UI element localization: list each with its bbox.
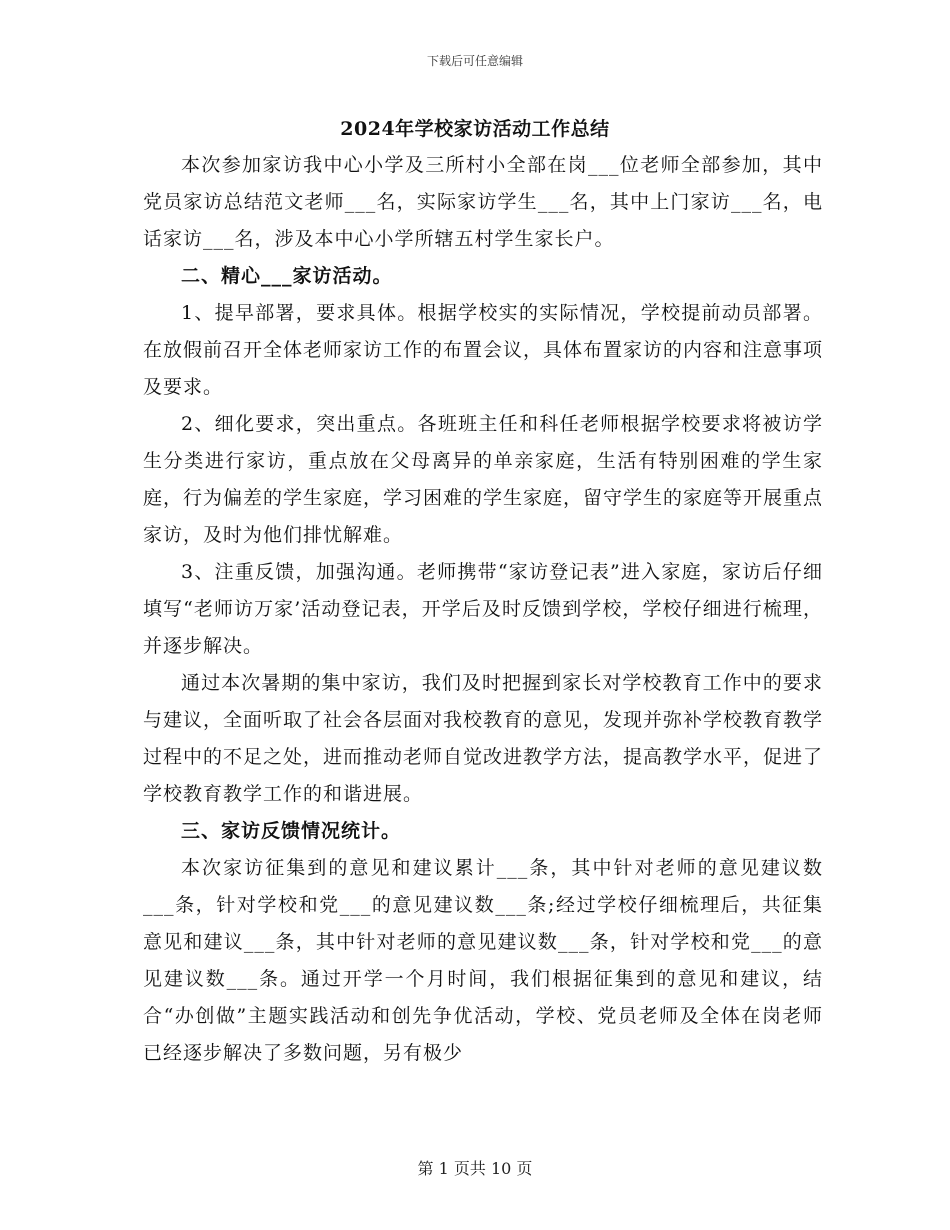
document-title: 2024年学校家访活动工作总结 bbox=[340, 118, 610, 140]
paragraph-statistics: 本次家访征集到的意见和建议累计___条，其中针对老师的意见建议数___条，针对学校和党___的意见建议数___条;经过学校仔细梳理后，共征集意见和建议___条，其中针对老师的意见建议数___条，针对学校和党___的意见建议数___条。通过开学一个月时间，我们根据征集到的意见和建议，结合“办创做”主题实践活动和创先争优活动，学校、党员老师及全体在岗老师已经逐步解决了多数问题，另有极少 bbox=[143, 857, 823, 1064]
page-header: 下载后可任意编辑 bbox=[426, 54, 523, 68]
paragraph-item-3: 3、注重反馈，加强沟通。老师携带“家访登记表”进入家庭，家访后仔细填写“老师访万家’活动登记表，开学后及时反馈到学校，学校仔细进行梳理，并逐步解决。 bbox=[143, 561, 823, 657]
paragraph-item-2: 2、细化要求，突出重点。各班班主任和科任老师根据学校要求将被访学生分类进行家访，重点放在父母离异的单亲家庭，生活有特别困难的学生家庭，行为偏差的学生家庭，学习困难的学生家庭，留守学生的家庭等开展重点家访，及时为他们排忧解难。 bbox=[143, 413, 824, 546]
document-body bbox=[143, 147, 823, 1072]
paragraph-intro: 本次参加家访我中心小学及三所村小全部在岗___位老师全部参加，其中党员家访总结范文老师___名，实际家访学生___名，其中上门家访___名，电话家访___名，涉及本中心小学所辖五村学生家长户。 bbox=[143, 154, 823, 250]
page-footer: 第 1 页共 10 页 bbox=[417, 1159, 533, 1178]
paragraph-item-1: 1、提早部署，要求具体。根据学校实的实际情况，学校提前动员部署。在放假前召开全体老师家访工作的布置会议，具体布置家访的内容和注意事项及要求。 bbox=[143, 302, 824, 398]
paragraph-summary: 通过本次暑期的集中家访，我们及时把握到家长对学校教育工作中的要求与建议，全面听取了社会各层面对我校教育的意见，发现并弥补学校教育教学过程中的不足之处，进而推动老师自觉改进教学方法，提高教学水平，促进了学校教育教学工作的和谐进展。 bbox=[143, 672, 824, 805]
section-heading-3: 三、家访反馈情况统计。 bbox=[181, 820, 402, 842]
section-heading-2: 二、精心___家访活动。 bbox=[181, 265, 393, 287]
